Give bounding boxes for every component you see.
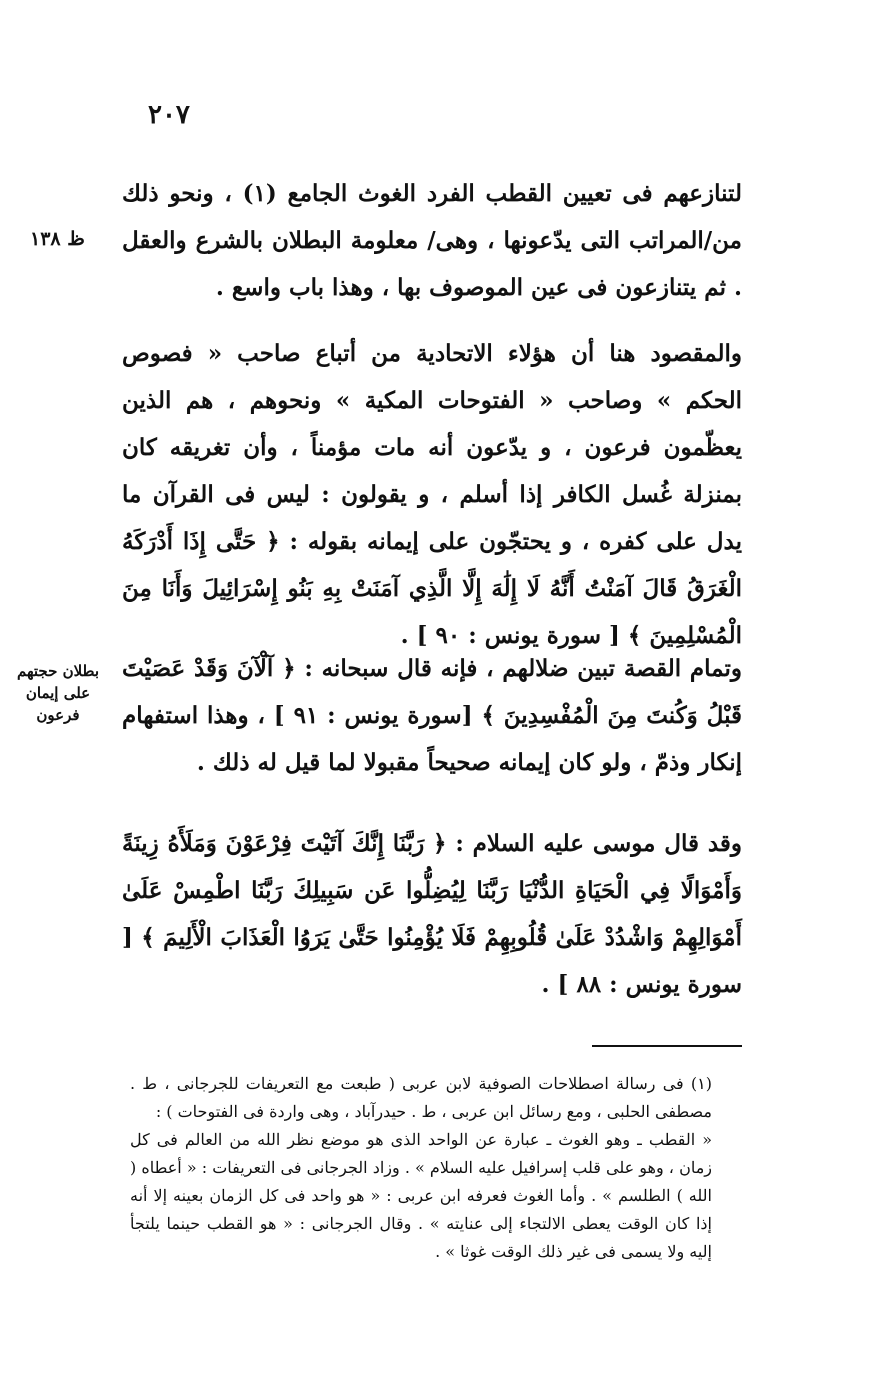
- margin-folio-reference: ظ ١٣٨: [30, 228, 85, 250]
- footnote-line-1: (١) فى رسالة اصطلاحات الصوفية لابن عربى ( طبعت مع التعريفات للجرجانى ، ط . مصطفى الحلبى ، ومع رسائل ابن عربى ، ط . حيدرآباد ، وهى واردة فى الفتوحات ) :: [130, 1074, 712, 1121]
- paragraph-1: لتنازعهم فى تعيين القطب الفرد الغوث الجامع (١) ، ونحو ذلك من/المراتب التى يدّعونها ، وهى/ معلومة البطلان بالشرع والعقل . ثم يتنازعون فى عين الموصوف بها ، وهذا باب واسع .: [122, 180, 742, 301]
- footnote: [130, 1070, 742, 1266]
- paragraph-4: وقد قال موسى عليه السلام : ﴿ رَبَّنَا إِنَّكَ آتَيْتَ فِرْعَوْنَ وَمَلَأَهُ زِينَةً وَأَمْوَالًا فِي الْحَيَاةِ الدُّنْيَا رَبَّنَا لِيُضِلُّوا عَن سَبِيلِكَ رَبَّنَا اطْمِسْ عَلَىٰ أَمْوَالِهِمْ وَاشْدُدْ عَلَىٰ قُلُوبِهِمْ فَلَا يُؤْمِنُوا حَتَّىٰ يَرَوُا الْعَذَابَ الْأَلِيمَ ﴾ [ سورة يونس : ٨٨ ] .: [122, 830, 742, 998]
- footnote-line-2: « القطب ـ وهو الغوث ـ عبارة عن الواحد الذى هو موضع نظر الله من العالم فى كل زمان ، وهو على قلب إسرافيل عليه السلام » . وزاد الجرجانى فى التعريفات : « أعطاه ( الله ) الطلسم » . وأما الغوث فعرفه ابن عربى : « هو واحد فى كل الزمان بعينه إلا أنه إذا كان الوقت يعطى الالتجاء إلى عنايته » . وقال الجرجانى : « هو القطب حينما يلتجأ إليه ولا يسمى فى غير ذلك الوقت غوثا » .: [130, 1130, 712, 1261]
- margin-side-note: بطلان حجتهم على إيمان فرعون: [16, 662, 100, 724]
- paragraph-2: والمقصود هنا أن هؤلاء الاتحادية من أتباع صاحب « فصوص الحكم » وصاحب « الفتوحات المكية » ونحوهم ، هم الذين يعظّمون فرعون ، و يدّعون أنه مات مؤمناً ، وأن تغريقه كان بمنزلة غُسل الكافر إذا أسلم ، و يقولون : ليس فى القرآن ما يدل على كفره ، و يحتجّون على إيمانه بقوله : ﴿ حَتَّى إِذَا أَدْرَكَهُ الْغَرَقُ قَالَ آمَنْتُ أَنَّهُ لَا إِلَٰهَ إِلَّا الَّذِي آمَنَتْ بِهِ بَنُو إِسْرَائِيلَ وَأَنَا مِنَ الْمُسْلِمِينَ ﴾ [ سورة يونس : ٩٠ ] .: [122, 340, 742, 649]
- footnote-divider: [592, 1045, 742, 1047]
- page-number: ٢٠٧: [148, 100, 190, 130]
- paragraph-3: وتمام القصة تبين ضلالهم ، فإنه قال سبحانه : ﴿ آلْآنَ وَقَدْ عَصَيْتَ قَبْلُ وَكُنتَ مِنَ الْمُفْسِدِينَ ﴾ [سورة يونس : ٩١ ] ، وهذا استفهام إنكار وذمّ ، ولو كان إيمانه صحيحاً مقبولا لما قيل له ذلك .: [122, 655, 743, 776]
